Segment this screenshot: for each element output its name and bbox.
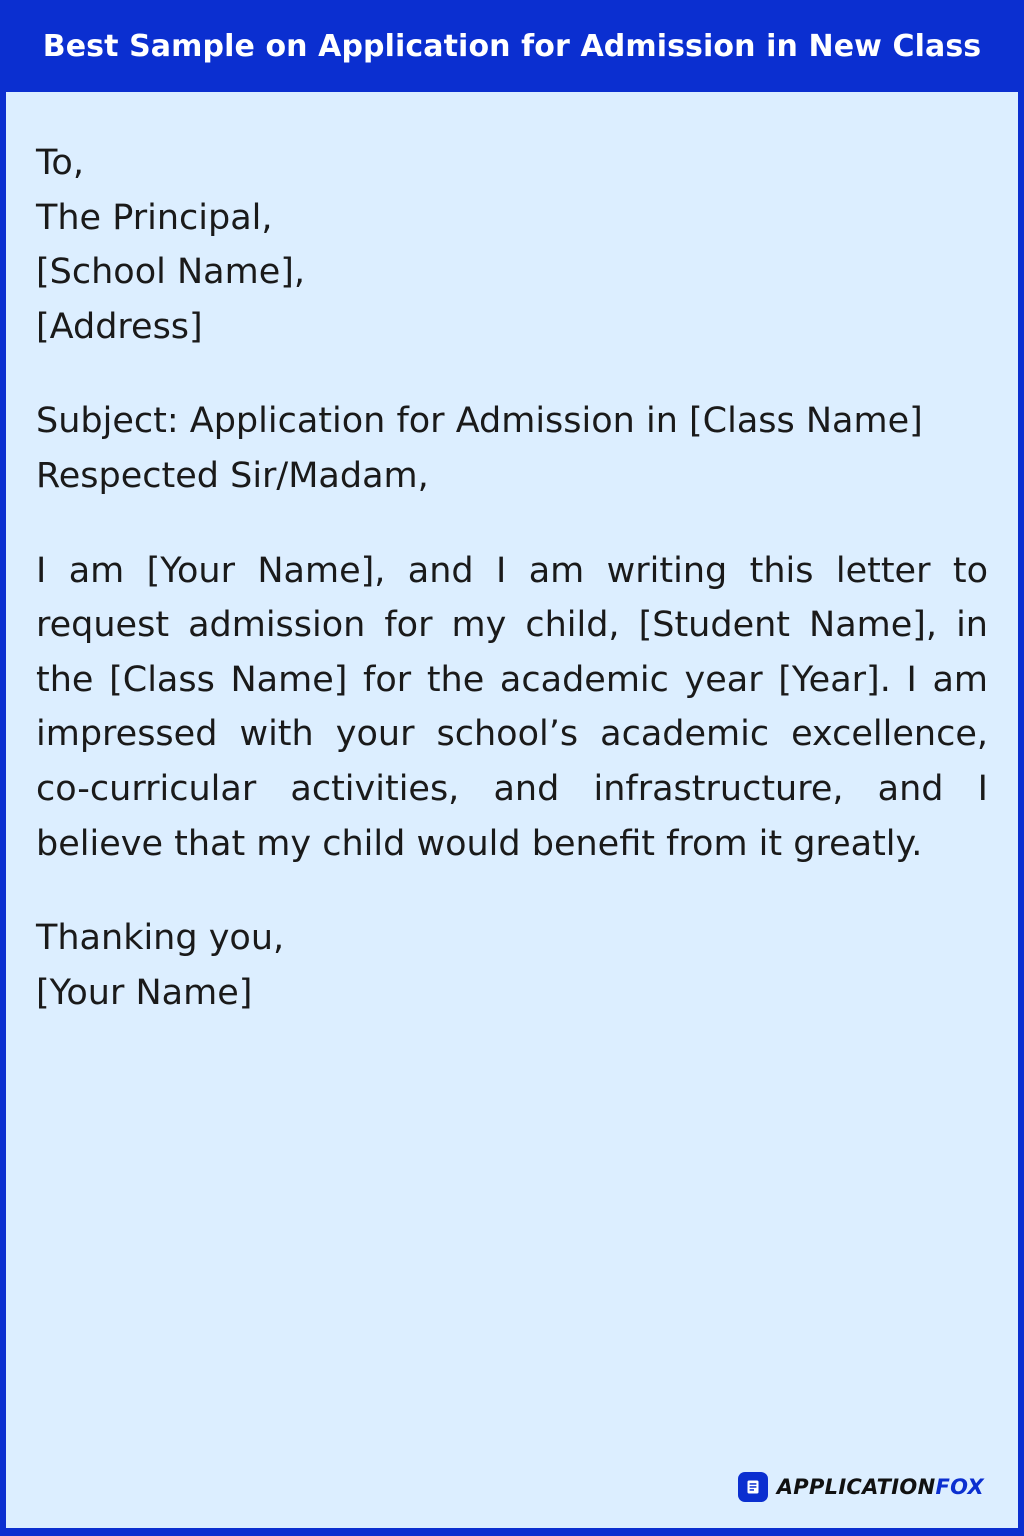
subject-and-salutation [36,394,988,503]
closing-line: Thanking you, [36,918,285,959]
recipient-address [36,136,988,354]
brand-name-first: APPLICATION [776,1475,936,1499]
page-title-bar [6,0,1018,92]
document-icon [738,1472,768,1502]
address-line: [Address] [36,306,203,347]
subject-line: Subject: Application for Admission in [Class Name] [36,401,923,442]
brand-footer [738,1472,984,1502]
closing [36,911,988,1020]
spacer [36,871,988,911]
brand-wordmark [777,1475,984,1499]
spacer [36,354,988,394]
brand-name-second: FOX [935,1475,984,1499]
page-title: Best Sample on Application for Admission in New Class [42,28,982,64]
spacer [36,504,988,544]
address-line: The Principal, [36,197,273,238]
address-line: [School Name], [36,252,306,293]
address-line: To, [36,143,84,183]
signature-line: [Your Name] [36,972,253,1013]
letter-content [6,92,1018,1536]
salutation-line: Respected Sir/Madam, [36,455,429,496]
bottom-accent-strip [6,1528,1018,1536]
body-paragraph: I am [Your Name], and I am writing this letter to request admission for my child, [Student Name], in the [Class Name] for the academic year [Year]. I am impressed with your school’s academic excellence, co-curricular activities, and infrastructure, and I believe that my child would benefit from it greatly. [36,550,988,864]
